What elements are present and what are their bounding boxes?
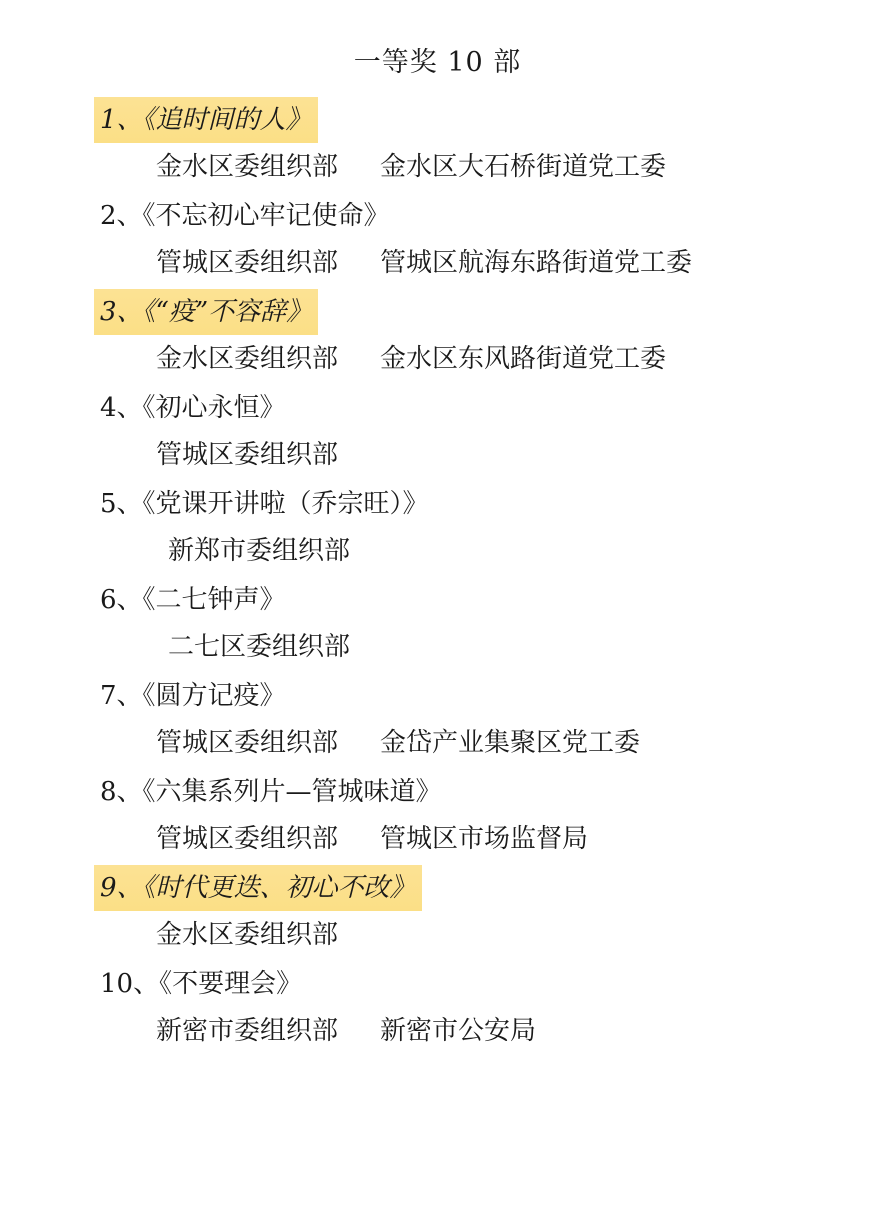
entry-organizations: [60, 1007, 815, 1055]
entry-organizations: [60, 527, 815, 575]
org-secondary: 新密市公安局: [380, 1016, 537, 1046]
entry-title: [94, 673, 292, 719]
award-entry: [60, 961, 815, 1055]
entry-number: 3、: [100, 297, 143, 327]
org-secondary: 管城区市场监督局: [380, 824, 589, 854]
entry-organizations: [60, 623, 815, 671]
org-secondary: 金水区东风路街道党工委: [380, 344, 667, 374]
org-primary: 金水区委组织部: [156, 920, 339, 950]
entry-title: [94, 769, 448, 815]
org-primary: 管城区委组织部: [156, 248, 339, 278]
entry-number: 9、: [100, 873, 143, 903]
award-entry: [60, 193, 815, 287]
entry-number: 2、: [100, 201, 143, 231]
entry-title-row: [60, 385, 815, 431]
award-entry: [60, 769, 815, 863]
entry-title: [94, 97, 318, 143]
entry-name: 《圆方记疫》: [142, 681, 286, 711]
org-primary: 管城区委组织部: [156, 824, 339, 854]
entry-title-row: [60, 481, 815, 527]
org-primary: 金水区委组织部: [156, 152, 339, 182]
award-entry: [60, 577, 815, 671]
entry-title: [94, 577, 292, 623]
entry-name: 《不忘初心牢记使命》: [142, 201, 390, 231]
entry-title-row: [60, 97, 815, 143]
entry-organizations: [60, 719, 815, 767]
page-title: 一等奖 10 部: [353, 47, 522, 78]
entry-number: 6、: [100, 585, 143, 615]
entry-number: 5、: [100, 489, 143, 519]
entry-number: 4、: [100, 393, 143, 423]
entry-title-row: [60, 865, 815, 911]
entry-title: [94, 385, 292, 431]
award-entry: [60, 481, 815, 575]
org-primary: 管城区委组织部: [156, 440, 339, 470]
entry-title-row: [60, 289, 815, 335]
entry-organizations: [60, 815, 815, 863]
entry-title: [94, 865, 422, 911]
entry-number: 8、: [100, 777, 143, 807]
entry-name: 《时代更迭、初心不改》: [142, 873, 416, 903]
award-entry: [60, 673, 815, 767]
entry-number: 7、: [100, 681, 143, 711]
entry-number: 10、: [100, 969, 160, 999]
entry-name: 《党课开讲啦（乔宗旺）》: [142, 489, 429, 519]
entry-organizations: [60, 239, 815, 287]
award-entry: [60, 289, 815, 383]
org-secondary: 管城区航海东路街道党工委: [380, 248, 693, 278]
entry-title: [94, 289, 318, 335]
entry-name: 《二七钟声》: [142, 585, 286, 615]
entry-title-row: [60, 769, 815, 815]
entry-name: 《追时间的人》: [142, 105, 312, 135]
entry-name: 《初心永恒》: [142, 393, 286, 423]
entry-title: [94, 193, 396, 239]
entry-name: 《“疫”不容辞》: [142, 297, 313, 327]
org-primary: 二七区委组织部: [168, 632, 351, 662]
entry-number: 1、: [100, 105, 143, 135]
org-primary: 管城区委组织部: [156, 728, 339, 758]
award-entry: [60, 385, 815, 479]
entry-organizations: [60, 431, 815, 479]
award-entry: [60, 865, 815, 959]
entry-organizations: [60, 143, 815, 191]
org-primary: 新郑市委组织部: [168, 536, 351, 566]
entry-title-row: [60, 193, 815, 239]
entry-title-row: [60, 673, 815, 719]
entry-title: [94, 961, 308, 1007]
entry-title-row: [60, 577, 815, 623]
entry-organizations: [60, 911, 815, 959]
award-entry: [60, 97, 815, 191]
org-primary: 金水区委组织部: [156, 344, 339, 374]
org-secondary: 金水区大石桥街道党工委: [380, 152, 667, 182]
entry-title-row: [60, 961, 815, 1007]
org-secondary: 金岱产业集聚区党工委: [380, 728, 641, 758]
entry-title: [94, 481, 435, 527]
org-primary: 新密市委组织部: [156, 1016, 339, 1046]
entry-name: 《六集系列片—管城味道》: [142, 777, 442, 807]
entry-organizations: [60, 335, 815, 383]
entry-name: 《不要理会》: [159, 969, 303, 999]
